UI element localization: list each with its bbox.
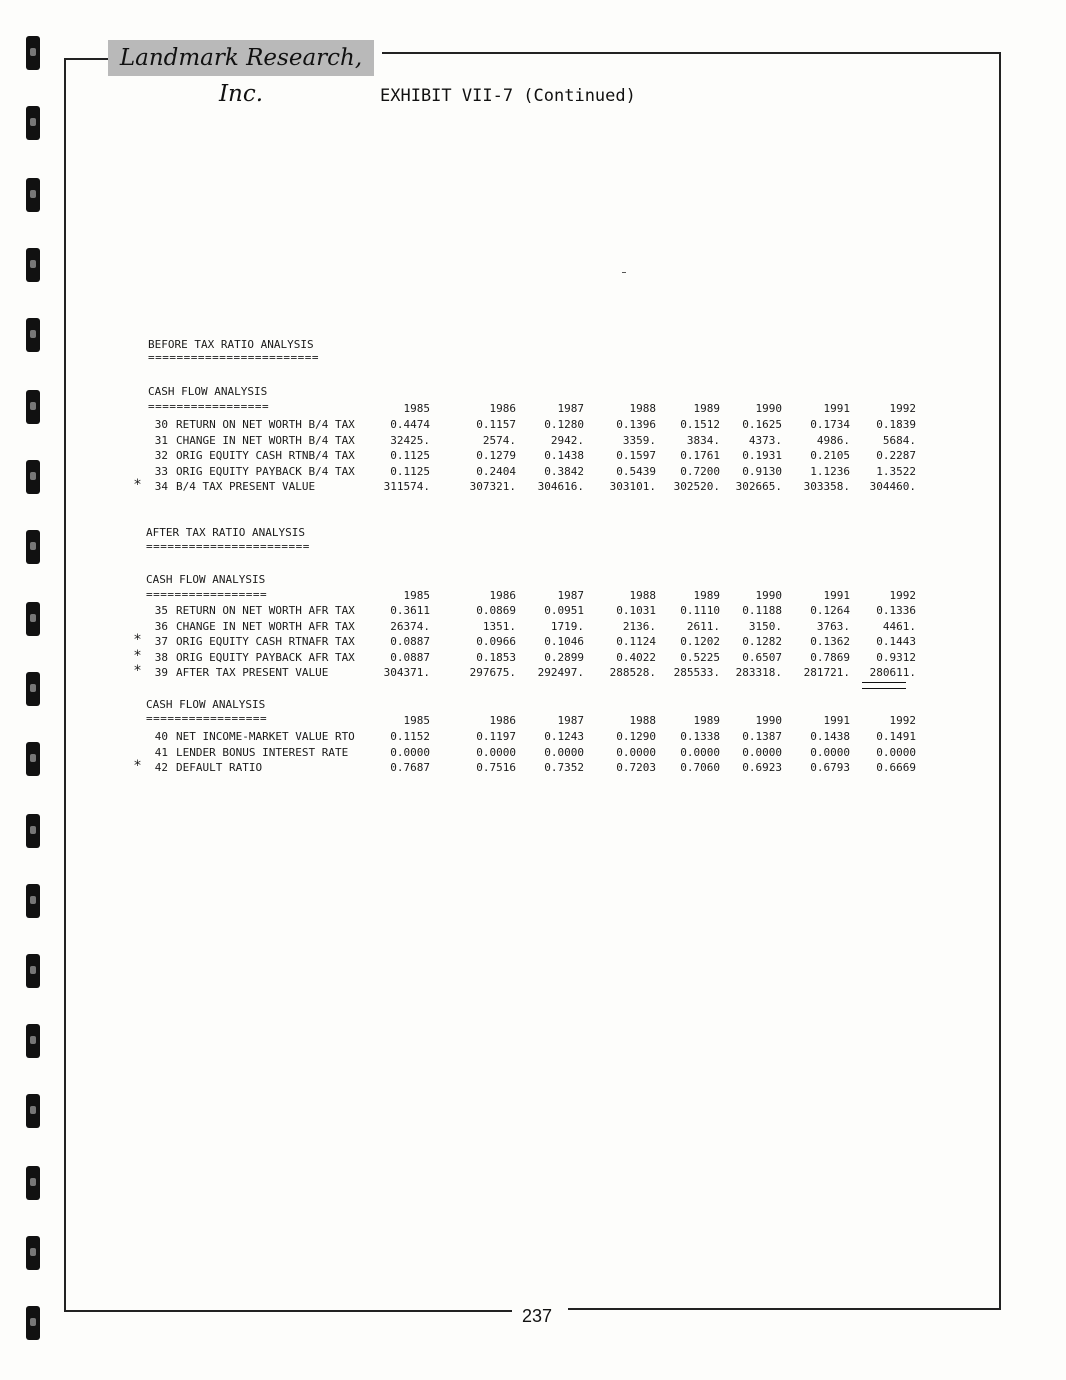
- year-header-cell: 1987: [557, 589, 584, 602]
- table-cell: 0.1046: [544, 635, 584, 648]
- table-row: [120, 663, 920, 681]
- binder-hole: [26, 884, 40, 918]
- row-number: 32: [154, 449, 168, 462]
- table-cell: 0.0000: [616, 745, 656, 759]
- table-cell: 0.1336: [876, 604, 916, 617]
- table-cell: 1.3522: [876, 464, 916, 478]
- binder-hole: [26, 530, 40, 564]
- table-cell: 4986.: [816, 433, 850, 447]
- table-row: [120, 449, 920, 464]
- table-cell: 4461.: [882, 619, 916, 633]
- binder-hole: [26, 178, 40, 212]
- table-row: [120, 620, 920, 635]
- year-header-cell: 1992: [889, 589, 916, 602]
- year-header-cell: 1990: [755, 589, 782, 602]
- year-header-cell: 1988: [629, 402, 656, 415]
- frame-right: [999, 52, 1001, 1310]
- year-header-cell: 1986: [489, 402, 516, 415]
- before-tax-heading-rule: ========================: [148, 351, 319, 364]
- table-cell: 0.9130: [742, 464, 782, 478]
- binder-hole: [26, 742, 40, 776]
- table-cell: 0.1197: [476, 730, 516, 743]
- table-cell: 288528.: [609, 666, 656, 679]
- table-row: [120, 647, 920, 666]
- table-cell: 0.1761: [680, 449, 720, 462]
- binder-hole: [26, 1306, 40, 1340]
- row-label: LENDER BONUS INTEREST RATE: [176, 745, 349, 759]
- row-number: 34: [154, 480, 168, 493]
- table-cell: 0.7352: [544, 761, 584, 774]
- table-row: [120, 434, 920, 449]
- table-cell: 0.1438: [810, 730, 850, 743]
- table-cell: 297675.: [469, 666, 516, 679]
- table-cell: 0.1152: [390, 730, 430, 743]
- row-number: 31: [154, 433, 168, 447]
- table-cell: 0.6793: [810, 761, 850, 774]
- table-cell: 0.1290: [616, 730, 656, 743]
- table-cell: 0.7200: [680, 464, 720, 478]
- table-cell: 0.1491: [876, 730, 916, 743]
- row-label: ORIG EQUITY PAYBACK AFR TAX: [176, 650, 355, 664]
- table-cell: 2574.: [482, 433, 516, 447]
- table-cell: 0.1282: [742, 635, 782, 648]
- row-number: 41: [154, 745, 168, 759]
- binder-hole: [26, 1166, 40, 1200]
- table-cell: 0.7869: [810, 650, 850, 664]
- table-row: [120, 604, 920, 619]
- row-label: ORIG EQUITY CASH RTNAFR TAX: [176, 635, 355, 648]
- row-label: CHANGE IN NET WORTH AFR TAX: [176, 619, 355, 633]
- page-number: 237: [522, 1306, 553, 1326]
- binder-hole: [26, 1094, 40, 1128]
- table-cell: 0.0000: [476, 745, 516, 759]
- exhibit-title: EXHIBIT VII-7 (Continued): [380, 86, 636, 106]
- row-label: ORIG EQUITY PAYBACK B/4 TAX: [176, 464, 355, 478]
- table-cell: 0.1202: [680, 635, 720, 648]
- table-cell: 0.7203: [616, 761, 656, 774]
- binder-hole: [26, 36, 40, 70]
- year-header-cell: 1990: [755, 714, 782, 727]
- row-flag-asterisk: *: [134, 758, 141, 774]
- year-header-cell: 1991: [823, 714, 850, 727]
- after-tax-cash-flow-rule-2: =================: [146, 712, 268, 725]
- table-cell: 280611.: [869, 666, 916, 679]
- table-cell: 0.1387: [742, 730, 782, 743]
- table-cell: 0.1031: [616, 604, 656, 617]
- binder-hole: [26, 954, 40, 988]
- table-cell: 281721.: [803, 666, 850, 679]
- year-header-cell: 1989: [693, 402, 720, 415]
- before-tax-heading: BEFORE TAX RATIO ANALYSIS: [148, 338, 314, 351]
- row-label: ORIG EQUITY CASH RTNB/4 TAX: [176, 449, 355, 462]
- table-cell: 0.1280: [544, 418, 584, 431]
- table-cell: 0.1338: [680, 730, 720, 743]
- row-label: CHANGE IN NET WORTH B/4 TAX: [176, 433, 355, 447]
- table-cell: 0.7687: [390, 761, 430, 774]
- table-cell: 0.6507: [742, 650, 782, 664]
- frame-top-left: [64, 58, 108, 60]
- table-cell: 0.1110: [680, 604, 720, 617]
- row-label: AFTER TAX PRESENT VALUE: [176, 666, 329, 679]
- table-cell: 0.7060: [680, 761, 720, 774]
- binder-hole: [26, 672, 40, 706]
- table-cell: 0.3611: [390, 604, 430, 617]
- table-cell: 0.9312: [876, 650, 916, 664]
- row-number: 36: [154, 619, 168, 633]
- year-header-cell: 1986: [489, 589, 516, 602]
- table-cell: 0.6669: [876, 761, 916, 774]
- table-cell: 0.1625: [742, 418, 782, 431]
- double-underline: [862, 682, 906, 689]
- table-cell: 0.0000: [742, 745, 782, 759]
- row-flag-asterisk: *: [134, 477, 141, 493]
- binder-hole: [26, 814, 40, 848]
- table-cell: 0.1734: [810, 418, 850, 431]
- row-label: NET INCOME-MARKET VALUE RTO: [176, 730, 355, 743]
- row-number: 38: [154, 650, 168, 664]
- binder-hole: [26, 460, 40, 494]
- table-cell: 0.2287: [876, 449, 916, 462]
- table-cell: 311574.: [383, 480, 430, 493]
- table-cell: 0.0966: [476, 635, 516, 648]
- table-cell: 0.4474: [390, 418, 430, 431]
- year-header-cell: 1991: [823, 402, 850, 415]
- table-cell: 0.1438: [544, 449, 584, 462]
- table-cell: 0.0951: [544, 604, 584, 617]
- year-header-cell: 1992: [889, 714, 916, 727]
- table-cell: 283318.: [735, 666, 782, 679]
- table-cell: 0.0000: [544, 745, 584, 759]
- row-label: RETURN ON NET WORTH AFR TAX: [176, 604, 355, 617]
- table-cell: 285533.: [673, 666, 720, 679]
- row-number: 33: [154, 464, 168, 478]
- table-cell: 3763.: [816, 619, 850, 633]
- table-cell: 0.1396: [616, 418, 656, 431]
- table-cell: 3834.: [686, 433, 720, 447]
- table-cell: 0.5439: [616, 464, 656, 478]
- year-header-cell: 1985: [403, 714, 430, 727]
- table-cell: 0.0869: [476, 604, 516, 617]
- table-cell: 0.1839: [876, 418, 916, 431]
- table-row: [120, 418, 920, 433]
- row-number: 39: [154, 666, 168, 679]
- frame-top-right: [382, 52, 1001, 54]
- table-cell: 0.0000: [876, 745, 916, 759]
- year-header-cell: 1992: [889, 402, 916, 415]
- table-cell: 32425.: [390, 433, 430, 447]
- table-cell: 0.1443: [876, 635, 916, 648]
- binder-hole: [26, 602, 40, 636]
- table-cell: 3150.: [748, 619, 782, 633]
- table-row: [120, 758, 920, 776]
- table-cell: 0.1512: [680, 418, 720, 431]
- year-header-cell: 1985: [403, 402, 430, 415]
- table-cell: 0.1125: [390, 464, 430, 478]
- row-label: RETURN ON NET WORTH B/4 TAX: [176, 418, 355, 431]
- table-cell: 1351.: [482, 619, 516, 633]
- table-cell: 4373.: [748, 433, 782, 447]
- table-cell: 307321.: [469, 480, 516, 493]
- table-cell: 2611.: [686, 619, 720, 633]
- row-number: 30: [154, 418, 168, 431]
- table-cell: 304371.: [383, 666, 430, 679]
- year-header-cell: 1990: [755, 402, 782, 415]
- table-row: [120, 465, 920, 480]
- table-cell: 0.2404: [476, 464, 516, 478]
- table-cell: 0.1279: [476, 449, 516, 462]
- table-cell: 0.1188: [742, 604, 782, 617]
- after-tax-cash-flow-heading: CASH FLOW ANALYSIS: [146, 573, 266, 586]
- table-cell: 0.1243: [544, 730, 584, 743]
- after-tax-heading: AFTER TAX RATIO ANALYSIS: [146, 526, 305, 539]
- table-cell: 0.1157: [476, 418, 516, 431]
- table-cell: 292497.: [537, 666, 584, 679]
- table-cell: 0.1362: [810, 635, 850, 648]
- row-flag-asterisk: *: [134, 632, 141, 648]
- frame-bottom-right: [568, 1308, 1001, 1310]
- table-cell: 303101.: [609, 480, 656, 493]
- table-cell: 1719.: [550, 619, 584, 633]
- stray-mark: [622, 272, 626, 273]
- frame-bottom-left: [64, 1310, 512, 1312]
- year-header-cell: 1987: [557, 714, 584, 727]
- table-cell: 0.1931: [742, 449, 782, 462]
- table-cell: 0.3842: [544, 464, 584, 478]
- year-header-cell: 1991: [823, 589, 850, 602]
- table-cell: 0.0000: [390, 745, 430, 759]
- table-cell: 2136.: [622, 619, 656, 633]
- year-header-cell: 1989: [693, 589, 720, 602]
- company-logo: Landmark Research, Inc.: [108, 40, 374, 76]
- table-row: [120, 477, 920, 495]
- before-tax-cash-flow-rule: =================: [148, 400, 270, 413]
- after-tax-cash-flow-rule: =================: [146, 588, 268, 601]
- table-cell: 0.0887: [390, 635, 430, 648]
- table-cell: 303358.: [803, 480, 850, 493]
- after-tax-cash-flow-heading-2: CASH FLOW ANALYSIS: [146, 698, 266, 711]
- table-cell: 0.1124: [616, 635, 656, 648]
- table-cell: 3359.: [622, 433, 656, 447]
- year-header-cell: 1987: [557, 402, 584, 415]
- table-cell: 0.2899: [544, 650, 584, 664]
- row-flag-asterisk: *: [134, 647, 141, 664]
- binder-hole: [26, 1236, 40, 1270]
- row-number: 37: [154, 635, 168, 648]
- year-header-cell: 1988: [629, 714, 656, 727]
- before-tax-cash-flow-heading: CASH FLOW ANALYSIS: [148, 385, 268, 398]
- binder-hole: [26, 248, 40, 282]
- table-cell: 0.0000: [680, 745, 720, 759]
- year-header-cell: 1985: [403, 589, 430, 602]
- table-cell: 0.7516: [476, 761, 516, 774]
- row-number: 40: [154, 730, 168, 743]
- row-label: DEFAULT RATIO: [176, 761, 263, 774]
- table-row: [120, 632, 920, 650]
- binder-hole: [26, 1024, 40, 1058]
- table-cell: 0.1264: [810, 604, 850, 617]
- frame-left: [64, 58, 66, 1310]
- year-header-cell: 1988: [629, 589, 656, 602]
- table-cell: 0.0000: [810, 745, 850, 759]
- row-number: 35: [154, 604, 168, 617]
- table-cell: 302665.: [735, 480, 782, 493]
- table-cell: 304460.: [869, 480, 916, 493]
- table-cell: 1.1236: [810, 464, 850, 478]
- table-cell: 304616.: [537, 480, 584, 493]
- table-cell: 302520.: [673, 480, 720, 493]
- binder-hole: [26, 318, 40, 352]
- table-row: [120, 730, 920, 745]
- year-header-cell: 1986: [489, 714, 516, 727]
- table-cell: 0.1125: [390, 449, 430, 462]
- table-cell: 0.0887: [390, 650, 430, 664]
- binder-hole: [26, 390, 40, 424]
- table-cell: 26374.: [390, 619, 430, 633]
- table-cell: 0.6923: [742, 761, 782, 774]
- table-cell: 0.1597: [616, 449, 656, 462]
- table-cell: 0.4022: [616, 650, 656, 664]
- row-flag-asterisk: *: [134, 663, 141, 679]
- row-label: B/4 TAX PRESENT VALUE: [176, 480, 316, 493]
- after-tax-heading-rule: =======================: [146, 540, 310, 553]
- table-cell: 0.2105: [810, 449, 850, 462]
- binder-hole: [26, 106, 40, 140]
- table-cell: 0.5225: [680, 650, 720, 664]
- table-row: [120, 746, 920, 761]
- table-cell: 5684.: [882, 433, 916, 447]
- table-cell: 0.1853: [476, 650, 516, 664]
- row-number: 42: [154, 761, 168, 774]
- table-cell: 2942.: [550, 433, 584, 447]
- year-header-cell: 1989: [693, 714, 720, 727]
